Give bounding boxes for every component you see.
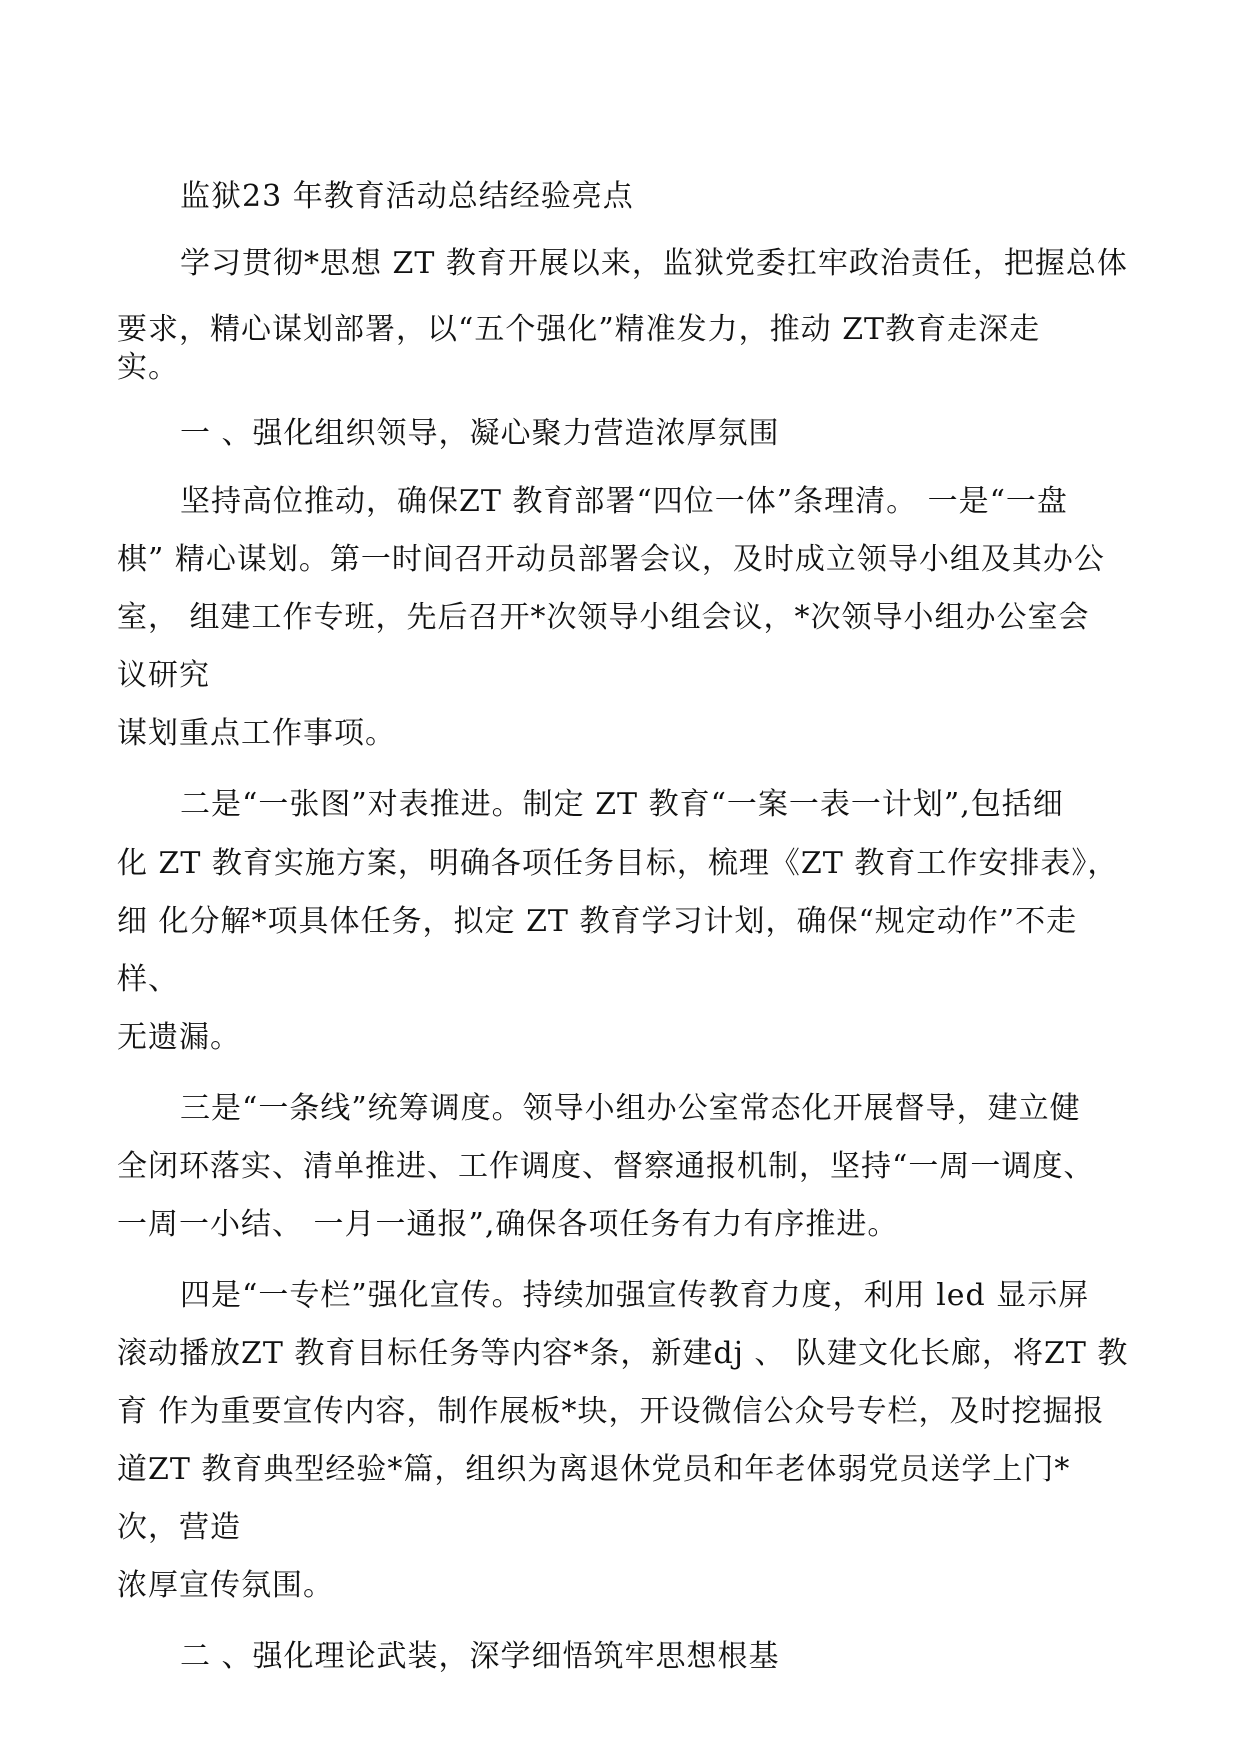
- document-title: 监狱23 年教育活动总结经验亮点: [180, 179, 634, 214]
- paragraph-line: 滚动播放ZT 教育目标任务等内容*条，新建dj 、 队建文化长廊，将ZT 教: [117, 1336, 1129, 1371]
- paragraph-line: 化 ZT 教育实施方案，明确各项任务目标，梳理《ZT 教育工作安排表》，: [117, 846, 1119, 881]
- paragraph-line: 四是“一专栏”强化宣传。持续加强宣传教育力度，利用 led 显示屏: [180, 1278, 1090, 1313]
- paragraph-line: 室， 组建工作专班，先后召开*次领导小组会议，*次领导小组办公室会: [117, 600, 1090, 635]
- paragraph-line: 无遗漏。: [117, 1020, 241, 1055]
- paragraph-line: 次，营造: [117, 1510, 241, 1545]
- section-heading: 一 、强化组织领导，凝心聚力营造浓厚氛围: [180, 416, 780, 451]
- paragraph-line: 三是“一条线”统筹调度。领导小组办公室常态化开展督导，建立健: [180, 1091, 1081, 1126]
- paragraph-line: 实。: [117, 350, 179, 385]
- paragraph-line: 育 作为重要宣传内容，制作展板*块，开设微信公众号专栏，及时挖掘报: [117, 1394, 1105, 1429]
- paragraph-line: 全闭环落实、清单推进、工作调度、督察通报机制，坚持“一周一调度、: [117, 1149, 1095, 1184]
- paragraph-line: 坚持高位推动，确保ZT 教育部署“四位一体”条理清。 一是“一盘: [180, 484, 1068, 519]
- section-heading: 二 、强化理论武装，深学细悟筑牢思想根基: [180, 1639, 780, 1674]
- paragraph-line: 样、: [117, 962, 179, 997]
- paragraph-line: 浓厚宣传氛围。: [117, 1568, 334, 1603]
- paragraph-line: 棋” 精心谋划。第一时间召开动员部署会议，及时成立领导小组及其办公: [117, 542, 1105, 577]
- paragraph-line: 要求，精心谋划部署，以“五个强化”精准发力，推动 ZT教育走深走: [117, 312, 1041, 347]
- paragraph-line: 学习贯彻*思想 ZT 教育开展以来，监狱党委扛牢政治责任，把握总体: [180, 246, 1128, 281]
- paragraph-line: 二是“一张图”对表推进。制定 ZT 教育“一案一表一计划”,包括细: [180, 787, 1064, 822]
- paragraph-line: 议研究: [117, 658, 210, 693]
- paragraph-line: 细 化分解*项具体任务，拟定 ZT 教育学习计划，确保“规定动作”不走: [117, 904, 1078, 939]
- paragraph-line: 谋划重点工作事项。: [117, 716, 396, 751]
- paragraph-line: 道ZT 教育典型经验*篇，组织为离退休党员和年老体弱党员送学上门*: [117, 1452, 1071, 1487]
- paragraph-line: 一周一小结、 一月一通报”,确保各项任务有力有序推进。: [117, 1207, 899, 1242]
